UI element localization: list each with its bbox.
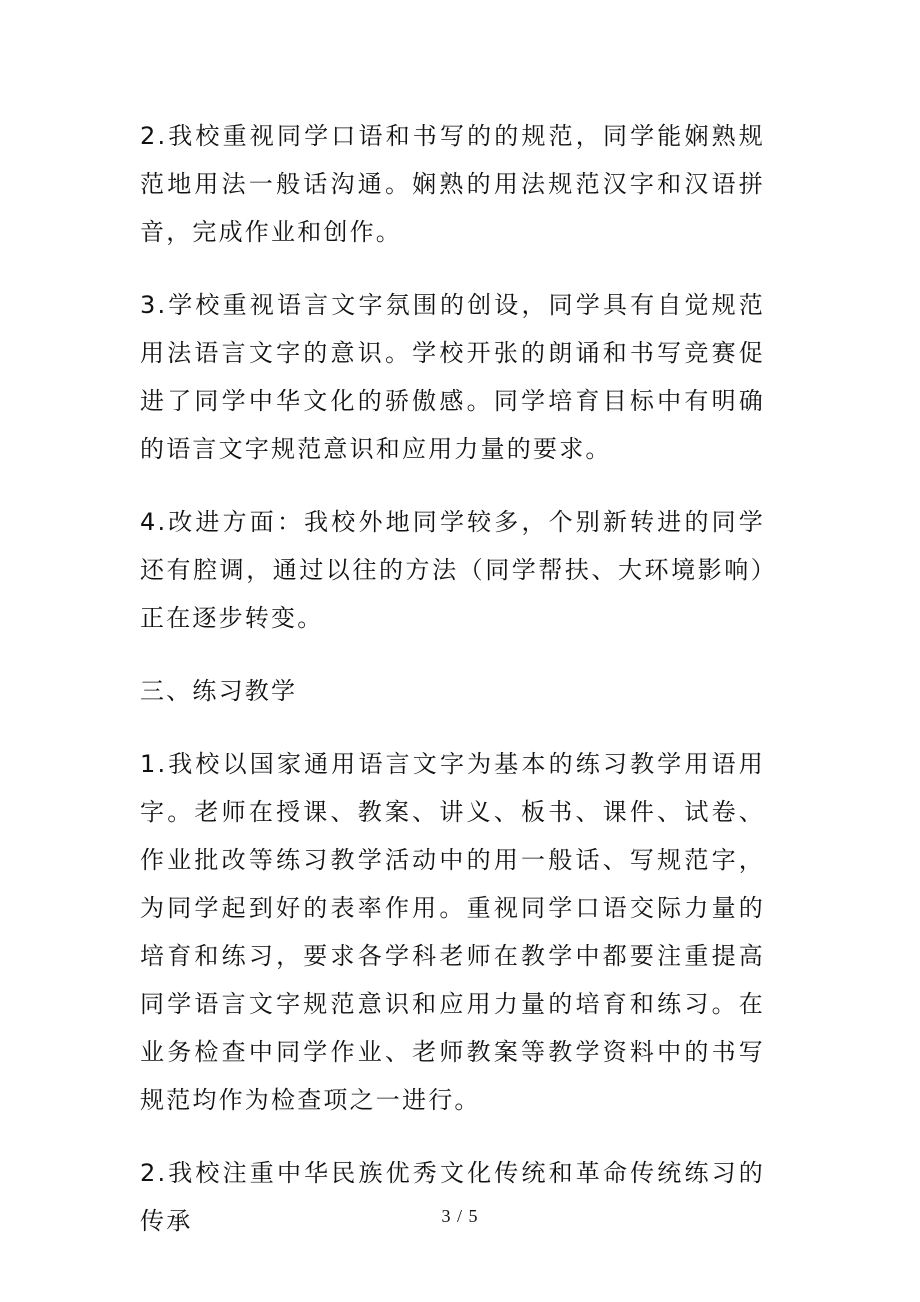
section-paragraph-1: 1.我校以国家通用语言文字为基本的练习教学用语用字。老师在授课、教案、讲义、板书、课件、试卷、作业批改等练习教学活动中的用一般话、写规范字，为同学起到好的表率作用。重视同学口语交际力量的培育和练习，要求各学科老师在教学中都要注重提高同学语言文字规范意识和应用力量的培育和练习。在业务检查中同学作业、老师教案等教学资料中的书写规范均作为检查项之一进行。 xyxy=(140,750,765,1114)
section-heading: 三、练习教学 xyxy=(140,677,298,705)
section-paragraph-2: 2.我校注重中华民族优秀文化传统和革命传统练习的传承 xyxy=(140,1159,765,1235)
page-number: 3 / 5 xyxy=(441,1206,479,1226)
paragraph-2: 2.我校重视同学口语和书写的的规范，同学能娴熟规范地用法一般话沟通。娴熟的用法规范汉字和汉语拼音，完成作业和创作。 xyxy=(140,122,765,246)
document-body xyxy=(140,112,765,1270)
paragraph-3: 3.学校重视语言文字氛围的创设，同学具有自觉规范用法语言文字的意识。学校开张的朗诵和书写竞赛促进了同学中华文化的骄傲感。同学培育目标中有明确的语言文字规范意识和应用力量的要求。 xyxy=(140,291,765,463)
paragraph-4: 4.改进方面：我校外地同学较多，个别新转进的同学还有腔调，通过以往的方法（同学帮扶、大环境影响）正在逐步转变。 xyxy=(140,508,765,632)
